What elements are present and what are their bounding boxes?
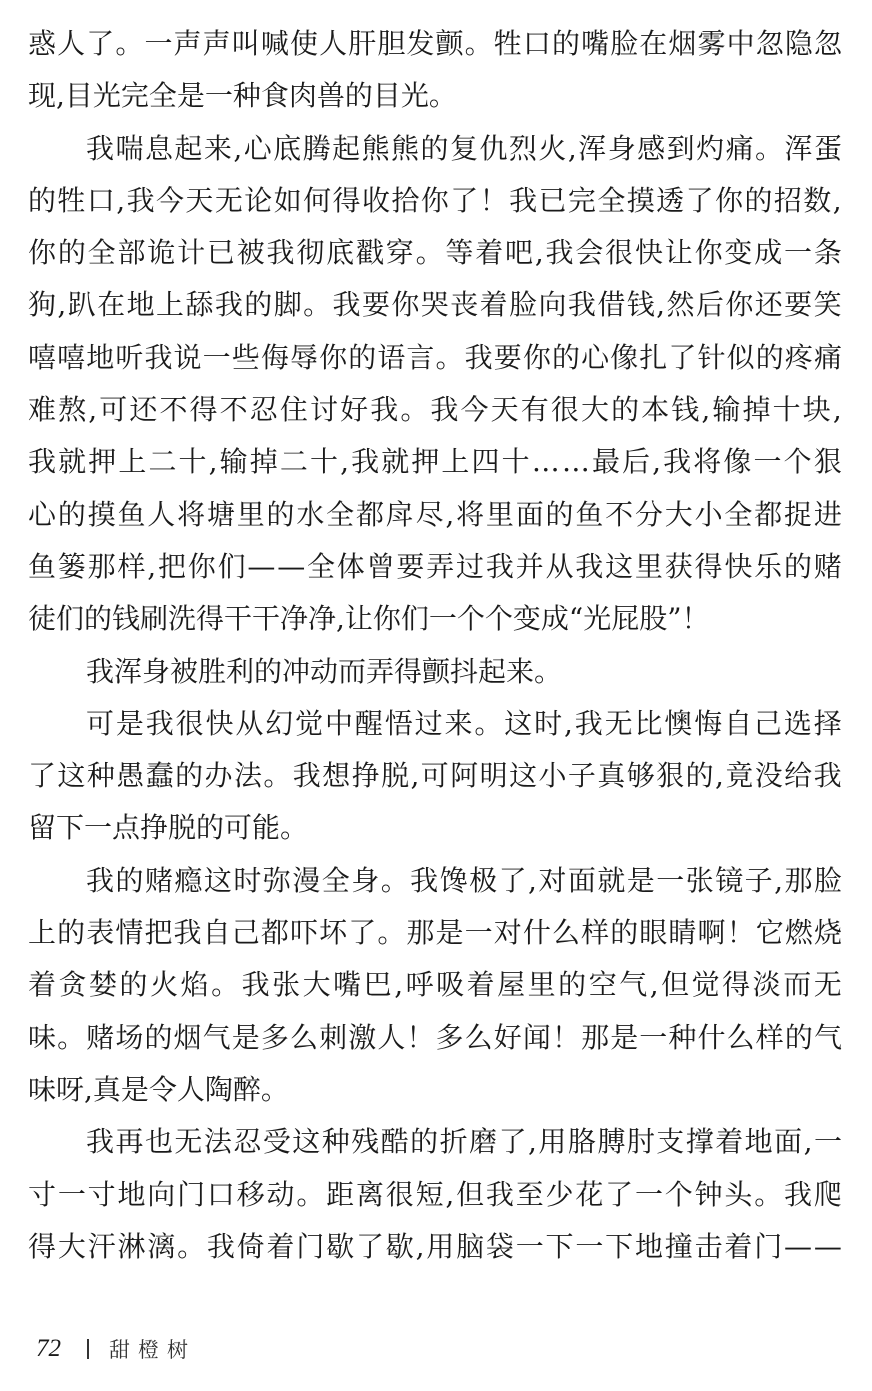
text-line: 惑 人 了 。 一 声 声 叫 喊 使 人 肝 胆 发 颤 。 牲 口 的 嘴 脸 在 烟 雾 中 忽 隐 忽	[28, 27, 842, 60]
text-line: 心 的 摸 鱼 人 将 塘 里 的 水 全 都 戽 尽 , 将 里 面 的 鱼 不 分 大 小 全 都 捉 进	[28, 497, 842, 531]
paragraph	[28, 698, 842, 855]
text-line: 狗 , 趴 在 地 上 舔 我 的 脚 。 我 要 你 哭 丧 着 脸 向 我 借 钱 , 然 后 你 还 要 笑	[28, 288, 842, 322]
paragraph	[28, 646, 842, 698]
text-line: 味 。 赌 场 的 烟 气 是 多 么 刺 激 人 ！ 多 么 好 闻 ！ 那 是 一 种 什 么 样 的 气	[28, 1020, 842, 1054]
paragraph	[28, 123, 842, 646]
paragraph	[28, 855, 842, 1116]
text-line: 我 喘 息 起 来 , 心 底 腾 起 熊 熊 的 复 仇 烈 火 , 浑 身 感 到 灼 痛 。 浑 蛋	[86, 131, 842, 165]
text-line: 嘻 嘻 地 听 我 说 一 些 侮 辱 你 的 语 言 。 我 要 你 的 心 像 扎 了 针 似 的 疼 痛	[28, 340, 842, 374]
text-line: 我 就 押 上 二 十 , 输 掉 二 十 , 我 就 押 上 四 十 … … 最 后 , 我 将 像 一 个 狠	[28, 445, 842, 479]
text-line: 得 大 汗 淋 漓 。 我 倚 着 门 歇 了 歇 , 用 脑 袋 一 下 一 下 地 撞 击 着 门 — —	[28, 1229, 842, 1263]
text-line: 留下一点挣脱的可能。	[28, 811, 309, 845]
text-line: 我浑身被胜利的冲动而弄得颤抖起来。	[86, 654, 563, 688]
footer-divider	[87, 1339, 89, 1359]
text-line: 鱼 篓 那 样 , 把 你 们 — — 全 体 曾 要 弄 过 我 并 从 我 这 里 获 得 快 乐 的 赌	[28, 549, 842, 583]
text-line: 我 再 也 无 法 忍 受 这 种 残 酷 的 折 磨 了 , 用 胳 膊 肘 支 撑 着 地 面 , 一	[86, 1125, 842, 1159]
text-line: 徒们的钱刷洗得干干净净,让你们一个个变成“光屁股”！	[28, 602, 710, 636]
book-page-body	[28, 18, 842, 1273]
paragraph	[28, 18, 842, 123]
paragraph	[28, 1116, 842, 1273]
text-line: 我 的 赌 瘾 这 时 弥 漫 全 身 。 我 馋 极 了 , 对 面 就 是 一 张 镜 子 , 那 脸	[86, 863, 842, 897]
text-line: 难 熬 , 可 还 不 得 不 忍 住 讨 好 我 。 我 今 天 有 很 大 的 本 钱 , 输 掉 十 块 ,	[28, 393, 842, 427]
text-line: 上 的 表 情 把 我 自 己 都 吓 坏 了 。 那 是 一 对 什 么 样 的 眼 睛 啊 ！ 它 燃 烧	[28, 916, 842, 950]
page-number: 72	[36, 1335, 61, 1362]
text-line: 了 这 种 愚 蠢 的 办 法 。 我 想 挣 脱 , 可 阿 明 这 小 子 真 够 狠 的 , 竟 没 给 我	[28, 759, 842, 793]
text-line: 你 的 全 部 诡 计 已 被 我 彻 底 戳 穿 。 等 着 吧 , 我 会 很 快 让 你 变 成 一 条	[28, 236, 842, 270]
page-footer	[36, 1334, 196, 1364]
text-line: 现,目光完全是一种食肉兽的目光。	[28, 79, 457, 113]
text-line: 可 是 我 很 快 从 幻 觉 中 醒 悟 过 来 。 这 时 , 我 无 比 懊 悔 自 己 选 择	[86, 706, 842, 740]
text-line: 着 贪 婪 的 火 焰 。 我 张 大 嘴 巴 , 呼 吸 着 屋 里 的 空 气 , 但 觉 得 淡 而 无	[28, 968, 842, 1002]
book-title: 甜橙树	[109, 1338, 196, 1362]
text-line: 寸 一 寸 地 向 门 口 移 动 。 距 离 很 短 , 但 我 至 少 花 了 一 个 钟 头 。 我 爬	[28, 1177, 842, 1211]
text-line: 的 牲 口 , 我 今 天 无 论 如 何 得 收 拾 你 了 ！ 我 已 完 全 摸 透 了 你 的 招 数 ,	[28, 183, 842, 217]
text-line: 味呀,真是令人陶醉。	[28, 1072, 289, 1106]
